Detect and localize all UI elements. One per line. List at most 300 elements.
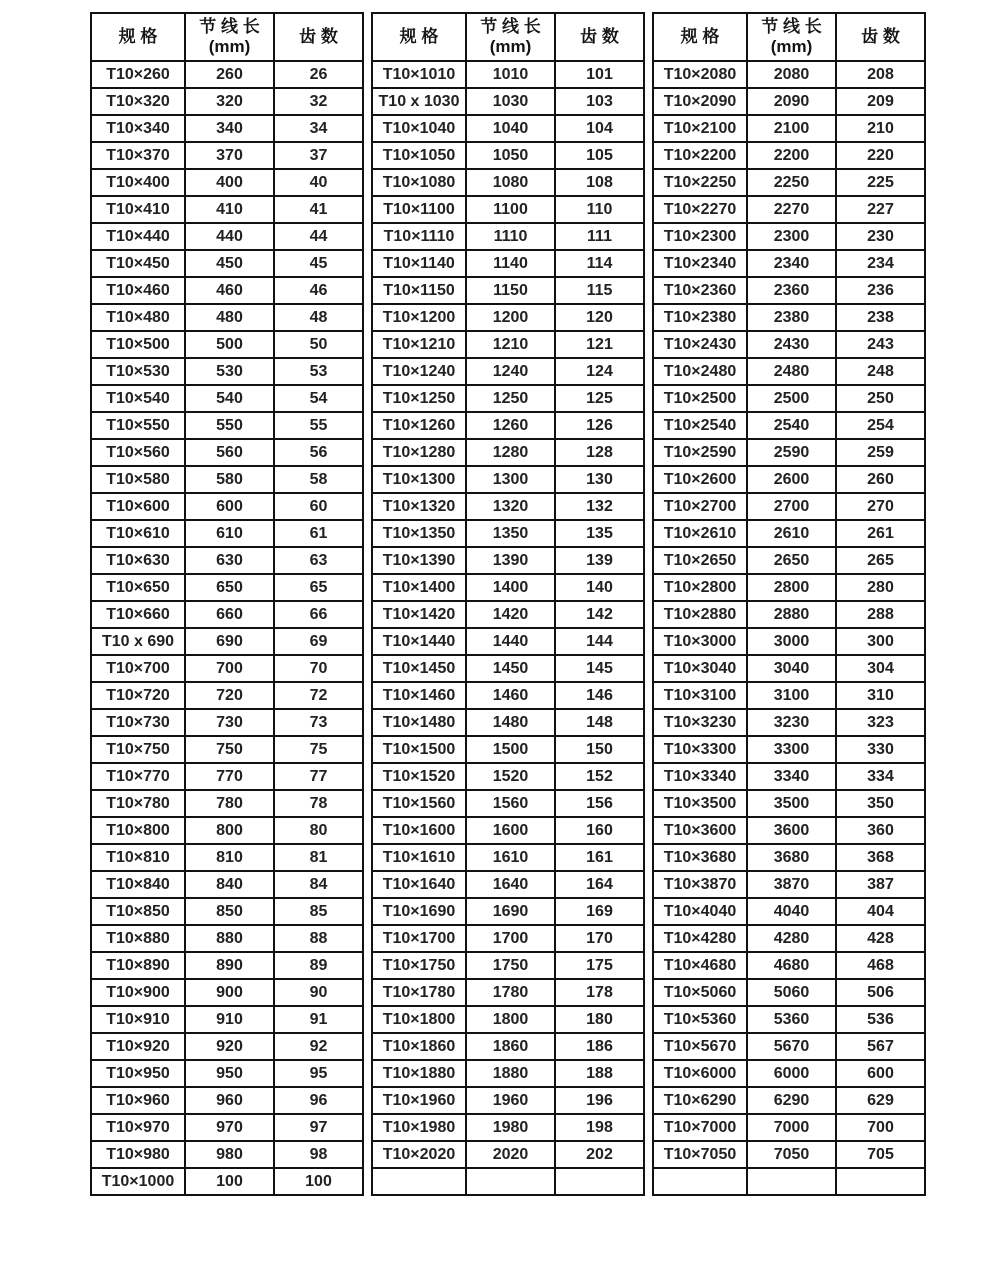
spec-cell: T10×1690: [372, 898, 466, 925]
table-row: [372, 520, 644, 547]
teeth-cell: 169: [555, 898, 644, 925]
pitch-cell: 5060: [747, 979, 836, 1006]
table-row: [91, 844, 363, 871]
pitch-cell: 3500: [747, 790, 836, 817]
pitch-cell: 1080: [466, 169, 555, 196]
teeth-cell: 104: [555, 115, 644, 142]
spec-cell: T10×7000: [653, 1114, 747, 1141]
table-row: [372, 115, 644, 142]
table-row: [372, 790, 644, 817]
teeth-cell: 208: [836, 61, 925, 88]
spec-cell: T10×1080: [372, 169, 466, 196]
table-row: [653, 358, 925, 385]
spec-cell: T10×2650: [653, 547, 747, 574]
spec-cell: T10×2080: [653, 61, 747, 88]
table-row: [653, 61, 925, 88]
spec-cell: T10×810: [91, 844, 185, 871]
teeth-cell: 45: [274, 250, 363, 277]
spec-cell: T10×2800: [653, 574, 747, 601]
table-row: [653, 628, 925, 655]
spec-cell: T10×450: [91, 250, 185, 277]
teeth-cell: 75: [274, 736, 363, 763]
col-header-pitch: [185, 13, 274, 61]
pitch-cell: 950: [185, 1060, 274, 1087]
col-header-spec: 规 格: [91, 13, 185, 61]
table-row: [372, 682, 644, 709]
teeth-cell: 368: [836, 844, 925, 871]
pitch-cell: 3340: [747, 763, 836, 790]
pitch-cell: 7000: [747, 1114, 836, 1141]
teeth-cell: 323: [836, 709, 925, 736]
spec-cell: T10×1040: [372, 115, 466, 142]
teeth-cell: 243: [836, 331, 925, 358]
teeth-cell: 180: [555, 1006, 644, 1033]
pitch-cell: 1700: [466, 925, 555, 952]
teeth-cell: 85: [274, 898, 363, 925]
table-row: [91, 61, 363, 88]
teeth-cell: 175: [555, 952, 644, 979]
table-row: [653, 979, 925, 1006]
spec-cell: T10×580: [91, 466, 185, 493]
teeth-cell: 600: [836, 1060, 925, 1087]
spec-table-group-3: [652, 12, 926, 1196]
col-header-pitch-line2: (mm): [770, 37, 813, 56]
spec-cell: T10×7050: [653, 1141, 747, 1168]
pitch-cell: 2340: [747, 250, 836, 277]
table-row: [91, 1060, 363, 1087]
teeth-cell: 26: [274, 61, 363, 88]
table-row: [91, 979, 363, 1006]
table-row: [372, 142, 644, 169]
pitch-cell: 600: [185, 493, 274, 520]
table-row: [372, 1006, 644, 1033]
table-row: [91, 142, 363, 169]
spec-cell: T10×3600: [653, 817, 747, 844]
table-row: [372, 547, 644, 574]
pitch-cell: 2380: [747, 304, 836, 331]
teeth-cell: 140: [555, 574, 644, 601]
pitch-cell: 2250: [747, 169, 836, 196]
pitch-cell: 770: [185, 763, 274, 790]
teeth-cell: 198: [555, 1114, 644, 1141]
pitch-cell: 3300: [747, 736, 836, 763]
table-row: [91, 952, 363, 979]
pitch-cell: 1200: [466, 304, 555, 331]
table-row: [653, 520, 925, 547]
pitch-cell: 5360: [747, 1006, 836, 1033]
spec-cell: T10×6290: [653, 1087, 747, 1114]
teeth-cell: 225: [836, 169, 925, 196]
table-row: [653, 1006, 925, 1033]
teeth-cell: 81: [274, 844, 363, 871]
pitch-cell: 3870: [747, 871, 836, 898]
col-header-pitch-line2: (mm): [489, 37, 532, 56]
teeth-cell: 50: [274, 331, 363, 358]
pitch-cell: 980: [185, 1141, 274, 1168]
table-row: [91, 817, 363, 844]
teeth-cell: 145: [555, 655, 644, 682]
pitch-cell: 1400: [466, 574, 555, 601]
teeth-cell: 428: [836, 925, 925, 952]
table-row: [91, 304, 363, 331]
pitch-cell: 1350: [466, 520, 555, 547]
table-row: [372, 223, 644, 250]
pitch-cell: 2020: [466, 1141, 555, 1168]
teeth-cell: 146: [555, 682, 644, 709]
pitch-cell: 2610: [747, 520, 836, 547]
pitch-cell: 4040: [747, 898, 836, 925]
pitch-cell: 1420: [466, 601, 555, 628]
spec-cell: T10×400: [91, 169, 185, 196]
pitch-cell: 4280: [747, 925, 836, 952]
teeth-cell: [836, 1168, 925, 1195]
table-row: [372, 196, 644, 223]
table-body-group-3: [653, 61, 925, 1195]
spec-cell: [653, 1168, 747, 1195]
teeth-cell: 186: [555, 1033, 644, 1060]
table-row: [653, 466, 925, 493]
col-header-pitch-line1: 节 线 长: [761, 16, 822, 36]
pitch-cell: 1750: [466, 952, 555, 979]
table-row: [372, 1060, 644, 1087]
table-row: [91, 655, 363, 682]
table-row: [653, 196, 925, 223]
spec-cell: T10×4680: [653, 952, 747, 979]
pitch-cell: 900: [185, 979, 274, 1006]
table-row: [91, 277, 363, 304]
teeth-cell: 72: [274, 682, 363, 709]
teeth-cell: 90: [274, 979, 363, 1006]
pitch-cell: 7050: [747, 1141, 836, 1168]
table-row: [372, 493, 644, 520]
teeth-cell: 210: [836, 115, 925, 142]
table-row: [653, 1033, 925, 1060]
teeth-cell: 115: [555, 277, 644, 304]
teeth-cell: 164: [555, 871, 644, 898]
spec-cell: T10×600: [91, 493, 185, 520]
teeth-cell: 63: [274, 547, 363, 574]
spec-cell: T10×1390: [372, 547, 466, 574]
teeth-cell: 468: [836, 952, 925, 979]
spec-cell: T10×260: [91, 61, 185, 88]
table-row: [372, 1168, 644, 1195]
spec-cell: T10×2500: [653, 385, 747, 412]
table-row: [372, 412, 644, 439]
spec-cell: T10×3040: [653, 655, 747, 682]
spec-cell: T10×1300: [372, 466, 466, 493]
table-row: [91, 709, 363, 736]
teeth-cell: 196: [555, 1087, 644, 1114]
table-row: [372, 1033, 644, 1060]
table-row: [372, 61, 644, 88]
pitch-cell: 2590: [747, 439, 836, 466]
teeth-cell: 88: [274, 925, 363, 952]
pitch-cell: 890: [185, 952, 274, 979]
spec-cell: T10×1010: [372, 61, 466, 88]
pitch-cell: 1500: [466, 736, 555, 763]
pitch-cell: 560: [185, 439, 274, 466]
teeth-cell: 404: [836, 898, 925, 925]
teeth-cell: 69: [274, 628, 363, 655]
spec-cell: T10×2590: [653, 439, 747, 466]
spec-cell: T10×960: [91, 1087, 185, 1114]
spec-cell: T10×1960: [372, 1087, 466, 1114]
teeth-cell: 161: [555, 844, 644, 871]
table-row: [91, 358, 363, 385]
pitch-cell: 970: [185, 1114, 274, 1141]
spec-cell: T10×920: [91, 1033, 185, 1060]
spec-cell: T10×1320: [372, 493, 466, 520]
table-row: [372, 88, 644, 115]
pitch-cell: 2300: [747, 223, 836, 250]
table-row: [91, 601, 363, 628]
table-row: [372, 952, 644, 979]
table-row: [372, 169, 644, 196]
table-row: [91, 385, 363, 412]
pitch-cell: 370: [185, 142, 274, 169]
spec-cell: T10×890: [91, 952, 185, 979]
spec-cell: T10 x 1030: [372, 88, 466, 115]
pitch-cell: 1280: [466, 439, 555, 466]
pitch-cell: 580: [185, 466, 274, 493]
pitch-cell: 2540: [747, 412, 836, 439]
spec-cell: T10×630: [91, 547, 185, 574]
spec-cell: T10×1640: [372, 871, 466, 898]
spec-cell: T10×3870: [653, 871, 747, 898]
spec-cell: T10×1240: [372, 358, 466, 385]
spec-cell: T10×4040: [653, 898, 747, 925]
spec-cell: T10×3000: [653, 628, 747, 655]
table-row: [653, 655, 925, 682]
teeth-cell: 536: [836, 1006, 925, 1033]
spec-cell: T10×1800: [372, 1006, 466, 1033]
teeth-cell: 350: [836, 790, 925, 817]
spec-cell: [372, 1168, 466, 1195]
table-row: [653, 331, 925, 358]
table-row: [653, 1114, 925, 1141]
spec-cell: T10×720: [91, 682, 185, 709]
teeth-cell: 48: [274, 304, 363, 331]
pitch-cell: 2360: [747, 277, 836, 304]
spec-cell: T10×850: [91, 898, 185, 925]
teeth-cell: 96: [274, 1087, 363, 1114]
teeth-cell: 77: [274, 763, 363, 790]
col-header-spec: 规 格: [653, 13, 747, 61]
spec-tables-row: [90, 12, 926, 1196]
teeth-cell: 334: [836, 763, 925, 790]
col-header-pitch-line1: 节 线 长: [480, 16, 541, 36]
spec-cell: T10×1520: [372, 763, 466, 790]
pitch-cell: 840: [185, 871, 274, 898]
pitch-cell: 1110: [466, 223, 555, 250]
pitch-cell: 1140: [466, 250, 555, 277]
teeth-cell: 132: [555, 493, 644, 520]
table-row: [653, 898, 925, 925]
spec-cell: T10×4280: [653, 925, 747, 952]
spec-cell: T10×1450: [372, 655, 466, 682]
pitch-cell: 260: [185, 61, 274, 88]
spec-cell: T10×340: [91, 115, 185, 142]
spec-cell: T10×2090: [653, 88, 747, 115]
teeth-cell: 260: [836, 466, 925, 493]
table-row: [653, 763, 925, 790]
table-row: [653, 223, 925, 250]
pitch-cell: 1300: [466, 466, 555, 493]
teeth-cell: 58: [274, 466, 363, 493]
teeth-cell: 160: [555, 817, 644, 844]
teeth-cell: 280: [836, 574, 925, 601]
pitch-cell: 1880: [466, 1060, 555, 1087]
table-row: [372, 763, 644, 790]
table-row: [91, 412, 363, 439]
teeth-cell: 121: [555, 331, 644, 358]
teeth-cell: 55: [274, 412, 363, 439]
pitch-cell: 3230: [747, 709, 836, 736]
pitch-cell: 1690: [466, 898, 555, 925]
table-row: [91, 520, 363, 547]
table-row: [91, 223, 363, 250]
pitch-cell: 2090: [747, 88, 836, 115]
pitch-cell: 1040: [466, 115, 555, 142]
pitch-cell: 340: [185, 115, 274, 142]
col-header-pitch-line1: 节 线 长: [199, 16, 260, 36]
teeth-cell: 254: [836, 412, 925, 439]
teeth-cell: 98: [274, 1141, 363, 1168]
spec-cell: T10×3100: [653, 682, 747, 709]
table-row: [372, 871, 644, 898]
pitch-cell: 850: [185, 898, 274, 925]
teeth-cell: 105: [555, 142, 644, 169]
table-row: [372, 736, 644, 763]
col-header-spec: 规 格: [372, 13, 466, 61]
spec-cell: T10×3500: [653, 790, 747, 817]
teeth-cell: 629: [836, 1087, 925, 1114]
spec-cell: T10×560: [91, 439, 185, 466]
teeth-cell: 170: [555, 925, 644, 952]
pitch-cell: 1390: [466, 547, 555, 574]
pitch-cell: 2480: [747, 358, 836, 385]
spec-cell: T10×460: [91, 277, 185, 304]
spec-cell: T10×1860: [372, 1033, 466, 1060]
pitch-cell: 3600: [747, 817, 836, 844]
spec-cell: T10×1750: [372, 952, 466, 979]
teeth-cell: 111: [555, 223, 644, 250]
spec-cell: T10×2020: [372, 1141, 466, 1168]
teeth-cell: 32: [274, 88, 363, 115]
spec-cell: T10×500: [91, 331, 185, 358]
spec-cell: T10×800: [91, 817, 185, 844]
table-row: [91, 169, 363, 196]
teeth-cell: 144: [555, 628, 644, 655]
spec-cell: T10×1110: [372, 223, 466, 250]
table-row: [372, 844, 644, 871]
table-row: [653, 1060, 925, 1087]
pitch-cell: 750: [185, 736, 274, 763]
spec-cell: T10×1000: [91, 1168, 185, 1195]
col-header-pitch: [747, 13, 836, 61]
pitch-cell: 320: [185, 88, 274, 115]
pitch-cell: 4680: [747, 952, 836, 979]
spec-cell: T10×910: [91, 1006, 185, 1033]
table-row: [653, 304, 925, 331]
table-row: [653, 817, 925, 844]
teeth-cell: 80: [274, 817, 363, 844]
table-row: [653, 412, 925, 439]
pitch-cell: 1520: [466, 763, 555, 790]
pitch-cell: 2700: [747, 493, 836, 520]
pitch-cell: 2100: [747, 115, 836, 142]
table-row: [653, 1141, 925, 1168]
pitch-cell: 920: [185, 1033, 274, 1060]
teeth-cell: 202: [555, 1141, 644, 1168]
pitch-cell: 880: [185, 925, 274, 952]
spec-cell: T10×1500: [372, 736, 466, 763]
pitch-cell: 630: [185, 547, 274, 574]
spec-cell: T10×1140: [372, 250, 466, 277]
spec-cell: T10×5060: [653, 979, 747, 1006]
teeth-cell: 130: [555, 466, 644, 493]
spec-cell: T10 x 690: [91, 628, 185, 655]
teeth-cell: 53: [274, 358, 363, 385]
table-row: [91, 1168, 363, 1195]
table-row: [372, 331, 644, 358]
spec-cell: T10×2200: [653, 142, 747, 169]
spec-cell: T10×1480: [372, 709, 466, 736]
pitch-cell: 500: [185, 331, 274, 358]
table-row: [91, 1141, 363, 1168]
table-row: [653, 493, 925, 520]
table-row: [653, 1168, 925, 1195]
table-row: [653, 709, 925, 736]
table-row: [653, 790, 925, 817]
pitch-cell: 1560: [466, 790, 555, 817]
pitch-cell: 2880: [747, 601, 836, 628]
spec-cell: T10×370: [91, 142, 185, 169]
table-row: [653, 277, 925, 304]
table-row: [91, 115, 363, 142]
spec-cell: T10×1250: [372, 385, 466, 412]
pitch-cell: 530: [185, 358, 274, 385]
table-row: [372, 385, 644, 412]
spec-cell: T10×1350: [372, 520, 466, 547]
pitch-cell: 480: [185, 304, 274, 331]
spec-cell: T10×2480: [653, 358, 747, 385]
teeth-cell: 156: [555, 790, 644, 817]
spec-cell: T10×610: [91, 520, 185, 547]
table-row: [91, 250, 363, 277]
teeth-cell: 100: [274, 1168, 363, 1195]
col-header-pitch-line2: (mm): [208, 37, 251, 56]
teeth-cell: 300: [836, 628, 925, 655]
teeth-cell: 209: [836, 88, 925, 115]
spec-cell: T10×970: [91, 1114, 185, 1141]
teeth-cell: 139: [555, 547, 644, 574]
table-row: [91, 1006, 363, 1033]
spec-cell: T10×880: [91, 925, 185, 952]
pitch-cell: 1450: [466, 655, 555, 682]
pitch-cell: 800: [185, 817, 274, 844]
pitch-cell: 460: [185, 277, 274, 304]
spec-cell: T10×5360: [653, 1006, 747, 1033]
pitch-cell: 650: [185, 574, 274, 601]
spec-cell: T10×1420: [372, 601, 466, 628]
table-row: [372, 304, 644, 331]
table-row: [372, 439, 644, 466]
teeth-cell: 46: [274, 277, 363, 304]
table-row: [372, 466, 644, 493]
pitch-cell: 660: [185, 601, 274, 628]
pitch-cell: 400: [185, 169, 274, 196]
